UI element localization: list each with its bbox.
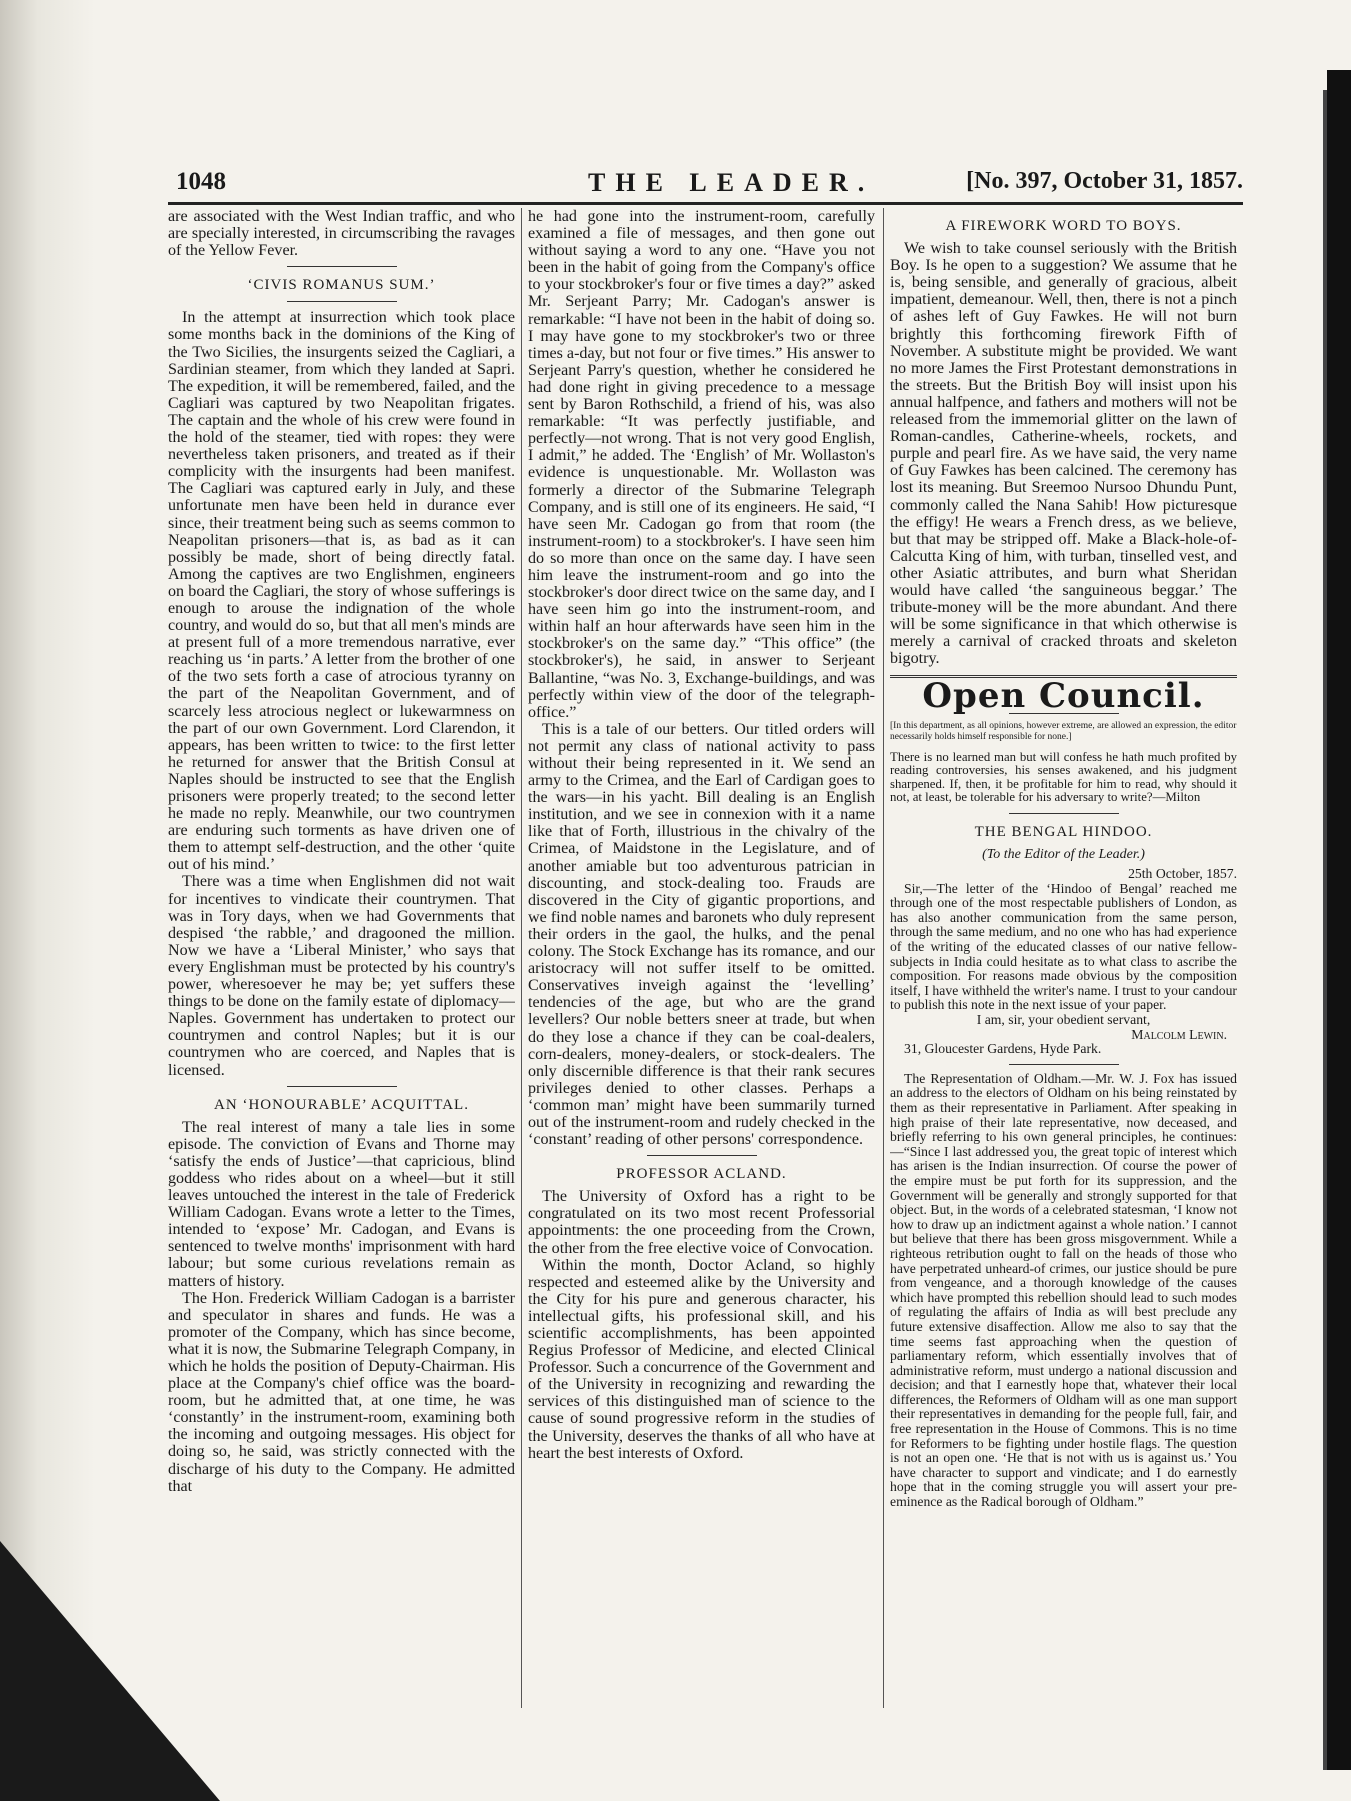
civis-heading: ‘CIVIS ROMANUS SUM.’ <box>247 277 436 294</box>
scan-right-edge <box>1327 70 1351 1770</box>
civis-paragraph: In the attempt at insurrection which took place some months back in the dominions of the King of the Two Sicilies, the insurgents seized the Cagliari, a Sardinian steamer, from which they landed at Sapri. The expedition, it will be remembered, failed, and the Cagliari was captured by two Neapolitan frigates. The captain and the whole of his crew were found in the hold of the steamer, tied with ropes: they were nevertheless taken prisoners, and treated as if their complicity with the insurgents had been manifest. The Cagliari was captured early in July, and these unfortunate men have been held in durance ever since, their treatment being such as seems common to Neapolitan prisoners—that is, as bad as it can possibly be made, short of being directly fatal. Among the captives are two Englishmen, engineers on board the Cagliari, the story of whose sufferings is enough to arouse the indignation of the whole country, and would do so, but that all men's minds are at present full of a more tremendous narrative, ever reaching us ‘in parts.’ A letter from the brother of one of the two sets forth a case of atrocious tyranny on the part of the Neapolitan Government, and of scarcely less atrocious neglect or lukewarmness on the part of our own Government. Lord Clarendon, it appears, has been written to twice: to the first letter he returned for answer that the British Consul at Naples should be instructed to see that the English prisoners were properly treated; to the second letter he made no reply. Meanwhile, our two countrymen are enduring such torments as have driven one of them to attempt self-destruction, and the other ‘quite out of his mind.’ <box>168 309 515 874</box>
firework-heading: A FIREWORK WORD TO BOYS. <box>945 218 1182 234</box>
section-rule <box>647 1155 757 1156</box>
section-rule <box>287 301 397 302</box>
acland-heading: PROFESSOR ACLAND. <box>616 1166 787 1183</box>
oldham-paragraph: The Representation of Oldham.—Mr. W. J. Fox has issued an address to the electors of Oldham on his being reinstated by them as their representative in Parliament. After speaking in high praise of their late representative, now deceased, and briefly referring to his own general principles, he continues:—“Since I last addressed you, the great topic of interest which has arisen is the Indian insurrection. Of course the power of the empire must be put forth for its suppression, and the Government will be generally and strongly supported for that object. But, in the words of a celebrated statesman, ‘I know not how to draw up an indictment against a whole nation.’ I cannot but believe that there has been gross misgovernment. While a righteous retribution ought to fall on the heads of those who have perpetrated unheard-of crimes, our justice should be pure from vengeance, and a thorough knowledge of the causes which have prompted this rebellion should lead to such modes of regulating the affairs of India as will best preclude any future extensive disaffection. Allow me also to say that the time seems fast approaching when the question of parliamentary reform, which essentially involves that of administrative reform, must undergo a national discussion and decision; and that I earnestly hope that, whatever their local differences, the Reformers of Oldham will as one man support their representatives in demanding for the people full, fair, and free representation in the House of Commons. This is no time for Reformers to be fighting under hostile flags. The question is not an open one. ‘He that is not with us is against us.’ You have character to support and vindicate; and I do earnestly hope that in the coming struggle you will assert your pre-eminence as the Radical borough of Oldham.” <box>890 1070 1237 1510</box>
acquittal-heading: AN ‘HONOURABLE’ ACQUITTAL. <box>214 1096 469 1113</box>
hindoo-subheading: (To the Editor of the Leader.) <box>982 847 1145 862</box>
open-council-title: Open Council. <box>922 676 1205 717</box>
scan-right-edge-line <box>1323 90 1327 1770</box>
editor-disclaimer: [In this department, as all opinions, however extreme, are allowed an expression, the editor necessarily holds himself responsible for none.] <box>890 720 1237 742</box>
column-rule <box>521 208 522 1708</box>
letter-body: Sir,—The letter of the ‘Hindoo of Bengal’ reached me through one of the most respectable publishers of London, as has also another communication from the same person, through the same medium, and no one who has had experience of the writing of the educated classes of our native fellow-subjects in India could hesitate as to what class to ascribe the composition. For reasons made obvious by the composition itself, I have withheld the writer's name. I trust to your candour to publish this note in the next issue of your paper. <box>890 880 1237 1013</box>
scan-left-shadow <box>0 0 95 1801</box>
newspaper-page <box>168 160 1243 1720</box>
page-header <box>168 160 1243 205</box>
column-rule <box>883 208 884 1708</box>
firework-paragraph: We wish to take counsel seriously with the British Boy. Is he open to a suggestion? We assume that he is, being sensible, and generally of gracious, albeit impatient, demeanour. Well, then, there is not a pinch of ashes left of Guy Fawkes. He will not burn brightly this forthcoming firework Fifth of November. A substitute might be provided. We want no more James the First Protestant demonstrations in the streets. But the British Boy will insist upon his annual halfpence, and fathers and mothers will not be released from the immemorial glitter on the lawn of Roman-candles, Catherine-wheels, rockets, and purple and pearl fire. As we have said, the very name of Guy Fawkes has been calcined. The ceremony has lost its meaning. But Sreemoo Nursoo Dhundu Punt, commonly called the Nana Sahib! How picturesque the effigy! He wears a French dress, as we believe, but that may be stripped off. Make a Black-hole-of-Calcutta King of him, with turban, tinselled vest, and other Asiatic attributes, and burn what Sheridan would have called ‘the sanguineous beggar.’ The tribute-money will be the more abundant. And there will be some significance in that which otherwise is merely a carnival of cracked throats and skeleton bigotry. <box>890 240 1237 668</box>
letter-address: 31, Gloucester Gardens, Hyde Park. <box>904 1041 1102 1057</box>
civis-paragraph: There was a time when Englishmen did not wait for incentives to vindicate their countrymen. That was in Tory days, when we had Governments that despised ‘the rabble,’ and dragooned the million. Now we have a ‘Liberal Minister,’ who says that every Englishman must be protected by his country's power, wheresoever he may be; yet suffers these things to be done on the family estate of diplomacy—Naples. Government has undertaken to protect our countrymen and control Naples; but it is our countrymen who are coerced, and Naples that is licensed. <box>168 873 515 1079</box>
issue-info: [No. 397, October 31, 1857. <box>966 168 1243 194</box>
betters-paragraph: This is a tale of our betters. Our titled orders will not permit any class of national activity to pass without their being represented in it. We send an army to the Crimea, and the Earl of Cardigan goes to the wars—in his yacht. Bill dealing is an English institution, and we see in connexion with it a name like that of Forth, illustrious in the chivalry of the Crimea, of Maidstone in the Legislature, and of another amiable but too adventurous patrician in discounting, and stock-dealing too. Frauds are discovered in the City of gigantic proportions, and we find noble names and baronets who duly represent their orders in the gaol, the hulks, and the penal colony. The Stock Exchange has its romance, and our aristocracy will not suffer itself to be omitted. Conservatives inveigh against the ‘levelling’ tendencies of the age, but who are the grand levellers? Our noble betters sneer at trade, but when do they lose a chance if they can be coal-dealers, corn-dealers, money-dealers, or stock-dealers. The only discernible difference is that their rank secures privileges denied to other classes. Perhaps a ‘common man’ might have been summarily turned out of the instrument-room and rudely checked in the ‘constant’ reading of other persons' correspondence. <box>528 720 875 1149</box>
cadogan-paragraph: he had gone into the instrument-room, carefully examined a file of messages, and then gone out without saying a word to any one. “Have you not been in the habit of going from the Company's office to your stockbroker's four or five times a day?” asked Mr. Serjeant Parry; Mr. Cadogan's answer is remarkable: “I have not been in the habit of doing so. I may have gone to my stockbroker's two or three times a-day, but not four or five times.” His answer to Serjeant Parry's question, whether he considered he had done right in giving precedence to a message sent by Baron Rothschild, a friend of his, was also remarkable: “It was perfectly justifiable, and perfectly—not wrong. That is not very good English, I admit,” he added. The ‘English’ of Mr. Wollaston's evidence is unquestionable. Mr. Wollaston was formerly a director of the Submarine Telegraph Company, and is still one of its engineers. He said, “I have seen Mr. Cadogan go from that room (the instrument-room) to a stockbroker's. I have seen him do so more than once on the same day. I have seen him leave the instrument-room and go into the stockbroker's door direct twice on the same day, and I have seen him go into the instrument-room, and within half an hour afterwards have seen him in the stockbroker's on the same day.” “This office” (the stockbroker's), he said, in answer to Serjeant Ballantine, “was No. 3, Exchange-buildings, and was perfectly within view of the door of the telegraph-office.” <box>528 208 875 721</box>
acland-paragraph: Within the month, Doctor Acland, so highly respected and esteemed alike by the University and the City for his pure and generous character, his intellectual gifts, his professional skill, and his scientific accomplishments, has been appointed Regius Professor of Medicine, and elected Clinical Professor. Such a concurrence of the Government and of the University in recognizing and rewarding the services of this distinguished man of science to the cause of sound progressive reform in the studies of the University, deserves the thanks of all who have at heart the best interests of Oxford. <box>528 1256 875 1462</box>
acquittal-paragraph: The Hon. Frederick William Cadogan is a barrister and speculator in shares and funds. He was a promoter of the Company, which has since become, what it is now, the Submarine Telegraph Company, in which he holds the position of Deputy-Chairman. His place at the Company's chief office was the board-room, but he admitted that, at one time, he was ‘constantly’ in the instrument-room, examining both the incoming and outgoing messages. His object for doing so, he said, was strictly connected with the discharge of his duty to the Company. He admitted that <box>168 1289 515 1495</box>
letter-signature: Malcolm Lewin. <box>1131 1026 1227 1042</box>
milton-motto: There is no learned man but will confess he hath much profited by reading controversies, his senses awakened, and his judgment sharpened. If, then, it be profitable for him to read, why should it not, at least, be tolerable for his adversary to write?—Milton <box>890 749 1237 805</box>
column-3 <box>890 208 1237 1718</box>
intro-paragraph: are associated with the West Indian traffic, and who are specially interested, in circumscribing the ravages of the Yellow Fever. <box>168 208 515 260</box>
column-2 <box>528 208 875 1718</box>
paper-title: THE LEADER. <box>588 168 875 197</box>
section-rule <box>1009 1064 1119 1065</box>
page-number: 1048 <box>176 168 226 195</box>
acquittal-paragraph: The real interest of many a tale lies in some episode. The conviction of Evans and Thorne may ‘satisfy the ends of Justice’—that capricious, blind goddess who rides about on a wheel—but it still leaves untouched the interest in the tale of Frederick William Cadogan. Evans wrote a letter to the Times, intended to ‘expose’ Mr. Cadogan, and Evans is sentenced to twelve months' imprisonment with hard labour; but some curious revelations remain as matters of history. <box>168 1118 515 1290</box>
letter-closing: I am, sir, your obedient servant, <box>976 1012 1151 1028</box>
acland-paragraph: The University of Oxford has a right to be congratulated on its two most recent Professorial appointments: the one proceeding from the Crown, the other from the free elective voice of Convocation. <box>528 1188 875 1257</box>
letter-date: 25th October, 1857. <box>1128 866 1237 882</box>
section-rule <box>287 1086 397 1087</box>
section-rule <box>1009 813 1119 814</box>
hindoo-heading: THE BENGAL HINDOO. <box>974 823 1153 840</box>
section-rule <box>287 266 397 267</box>
column-1 <box>168 208 515 1718</box>
